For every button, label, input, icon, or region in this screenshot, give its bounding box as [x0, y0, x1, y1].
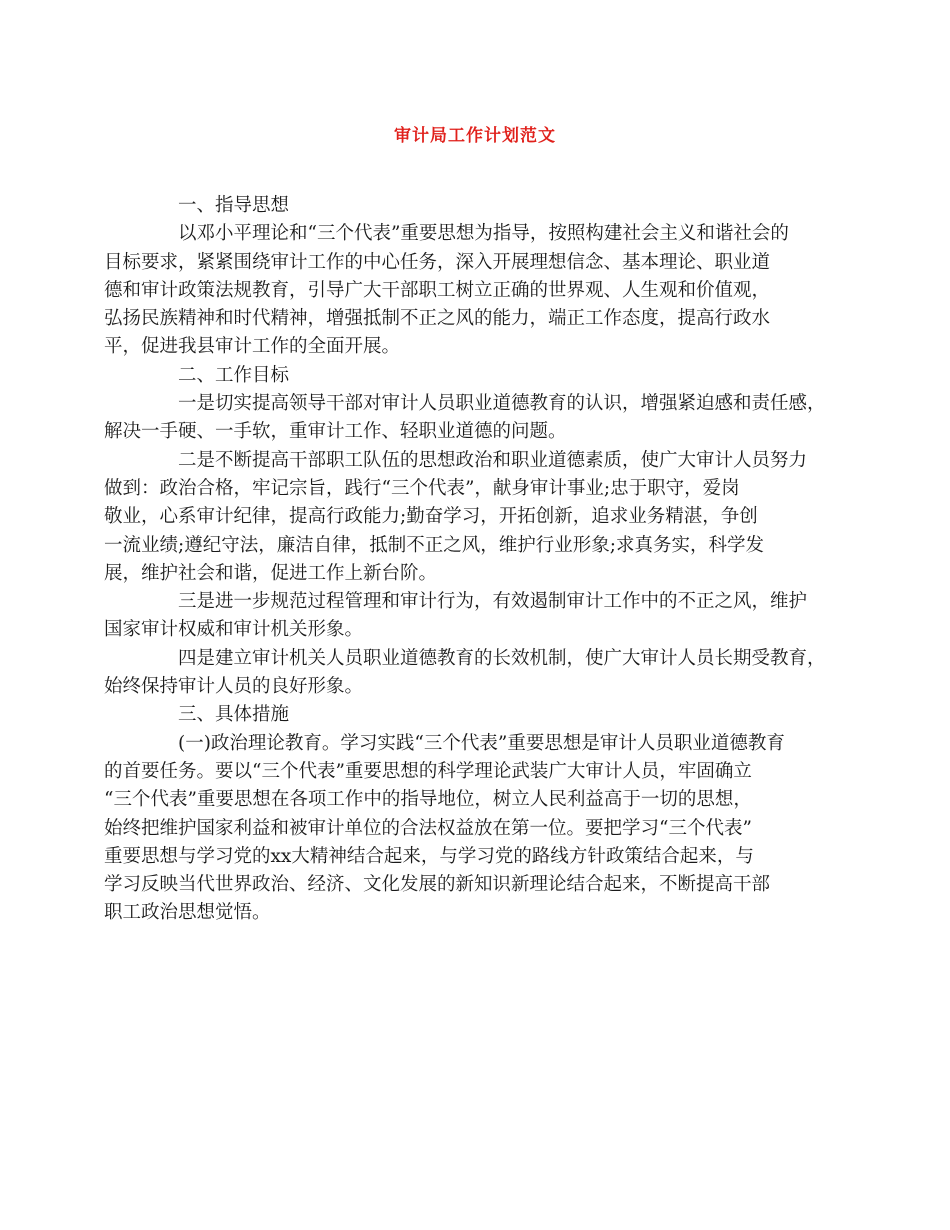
paragraph-line: 三是进一步规范过程管理和审计行为，有效遏制审计工作中的不正之风，维护	[178, 591, 808, 613]
paragraph-line: 目标要求，紧紧围绕审计工作的中心任务，深入开展理想信念、基本理论、职业道	[104, 251, 771, 273]
paragraph-line: 的首要任务。要以“三个代表”重要思想的科学理论武装广大审计人员，牢固确立	[104, 760, 752, 782]
paragraph	[104, 390, 827, 447]
paragraph-line: 始终保持审计人员的良好形象。	[104, 676, 364, 698]
document-body	[104, 192, 827, 928]
paragraph-line: 展，维护社会和谐，促进工作上新台阶。	[104, 562, 438, 584]
paragraph-line: 弘扬民族精神和时代精神，增强抵制不正之风的能力，端正工作态度，提高行政水	[104, 308, 771, 330]
paragraph-line: 德和审计政策法规教育，引导广大干部职工树立正确的世界观、人生观和价值观，	[104, 279, 771, 301]
section-heading: 三、具体措施	[178, 704, 290, 726]
paragraph-line: 做到：政治合格，牢记宗旨，践行“三个代表”，献身审计事业;忠于职守，爱岗	[104, 477, 740, 499]
paragraph-line: 解决一手硬、一手软，重审计工作、轻职业道德的问题。	[104, 421, 567, 443]
paragraph	[104, 588, 827, 645]
paragraph	[104, 645, 827, 702]
paragraph-line: 重要思想与学习党的xx大精神结合起来，与学习党的路线方针政策结合起来，与	[104, 845, 754, 867]
paragraph	[104, 220, 827, 361]
paragraph	[104, 730, 827, 928]
paragraph	[104, 447, 827, 588]
paragraph-line: 职工政治思想觉悟。	[104, 902, 271, 924]
paragraph-line: 始终把维护国家利益和被审计单位的合法权益放在第一位。要把学习“三个代表”	[104, 817, 752, 839]
paragraph-line: 学习反映当代世界政治、经济、文化发展的新知识新理论结合起来，不断提高干部	[104, 874, 771, 896]
paragraph-line: (一)政治理论教育。学习实践“三个代表”重要思想是审计人员职业道德教育	[178, 732, 785, 754]
paragraph-line: 二是不断提高干部职工队伍的思想政治和职业道德素质，使广大审计人员努力	[178, 449, 808, 471]
paragraph-line: 四是建立审计机关人员职业道德教育的长效机制，使广大审计人员长期受教育，	[178, 647, 826, 669]
paragraph-line: “三个代表”重要思想在各项工作中的指导地位，树立人民利益高于一切的思想，	[104, 789, 752, 811]
paragraph-line: 一流业绩;遵纪守法，廉洁自律，抵制不正之风，维护行业形象;求真务实，科学发	[104, 534, 764, 556]
section-heading: 一、指导思想	[178, 195, 290, 216]
section-heading: 二、工作目标	[178, 364, 290, 386]
paragraph-line: 敬业，心系审计纪律，提高行政能力;勤奋学习，开拓创新，追求业务精湛，争创	[104, 506, 758, 528]
paragraph-line: 平，促进我县审计工作的全面开展。	[104, 336, 401, 358]
paragraph-line: 一是切实提高领导干部对审计人员职业道德教育的认识，增强紧迫感和责任感，	[178, 393, 826, 415]
paragraph-line: 以邓小平理论和“三个代表”重要思想为指导，按照构建社会主义和谐社会的	[178, 223, 789, 245]
paragraph-line: 国家审计权威和审计机关形象。	[104, 619, 364, 641]
document-title: 审计局工作计划范文	[394, 126, 556, 146]
